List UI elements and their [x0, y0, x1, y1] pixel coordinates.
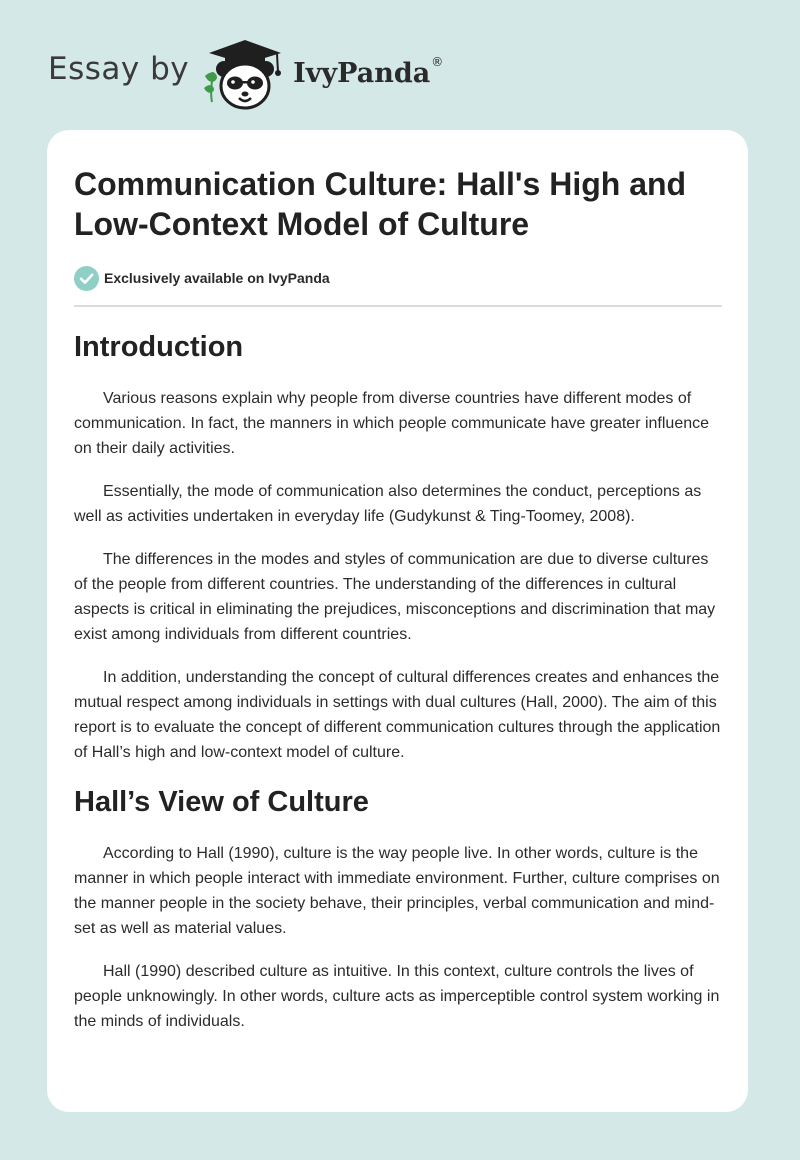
brand-name[interactable]: IvyPanda — [293, 57, 431, 89]
article-title: Communication Culture: Hall's High and Low-Context Model of Culture — [74, 166, 687, 242]
paragraph: Hall (1990) described culture as intuitive. In this context, culture controls the lives of people unknowingly. In other words, culture acts as imperceptible control system working in the minds of individuals. — [74, 963, 720, 1030]
essay-by-label: Essay by — [48, 51, 190, 87]
paragraph: The differences in the modes and styles of communication are due to diverse cultures of the people from different countries. The understanding of the differences in cultural aspects is critical in eliminating the prejudices, misconceptions and discrimination that may exist among individuals from different countries. — [74, 551, 716, 643]
section-introduction — [74, 329, 722, 765]
paragraph: According to Hall (1990), culture is the way people live. In other words, culture is the manner in which people interact with immediate environment. Further, culture comprises on the manner people in the society behave, their principles, verbal communication and mind-set as well as material values. — [74, 845, 720, 937]
site-header — [48, 36, 443, 112]
check-circle-icon — [74, 266, 99, 291]
section-heading: Introduction — [74, 331, 244, 363]
title-divider — [74, 305, 722, 307]
section-halls-view-of-culture — [74, 784, 722, 1034]
exclusive-badge-text: Exclusively available on IvyPanda — [104, 270, 330, 286]
registered-mark: ® — [431, 55, 444, 69]
paragraph: Various reasons explain why people from diverse countries have different modes of communication. In fact, the manners in which people communicate have greater influence on their daily activities. — [74, 390, 710, 457]
exclusive-badge — [74, 265, 722, 291]
paragraph: In addition, understanding the concept of cultural differences creates and enhances the mutual respect among individuals in settings with dual cultures (Hall, 2000). The aim of this report is to evaluate the concept of different communication cultures through the application of Hall’s high and low-context model of culture. — [74, 669, 721, 761]
article-card — [47, 130, 748, 1112]
section-heading: Hall’s View of Culture — [74, 786, 369, 818]
panda-logo-icon[interactable] — [201, 36, 289, 112]
paragraph: Essentially, the mode of communication also determines the conduct, perceptions as well as activities undertaken in everyday life (Gudykunst & Ting-Toomey, 2008). — [74, 483, 702, 525]
